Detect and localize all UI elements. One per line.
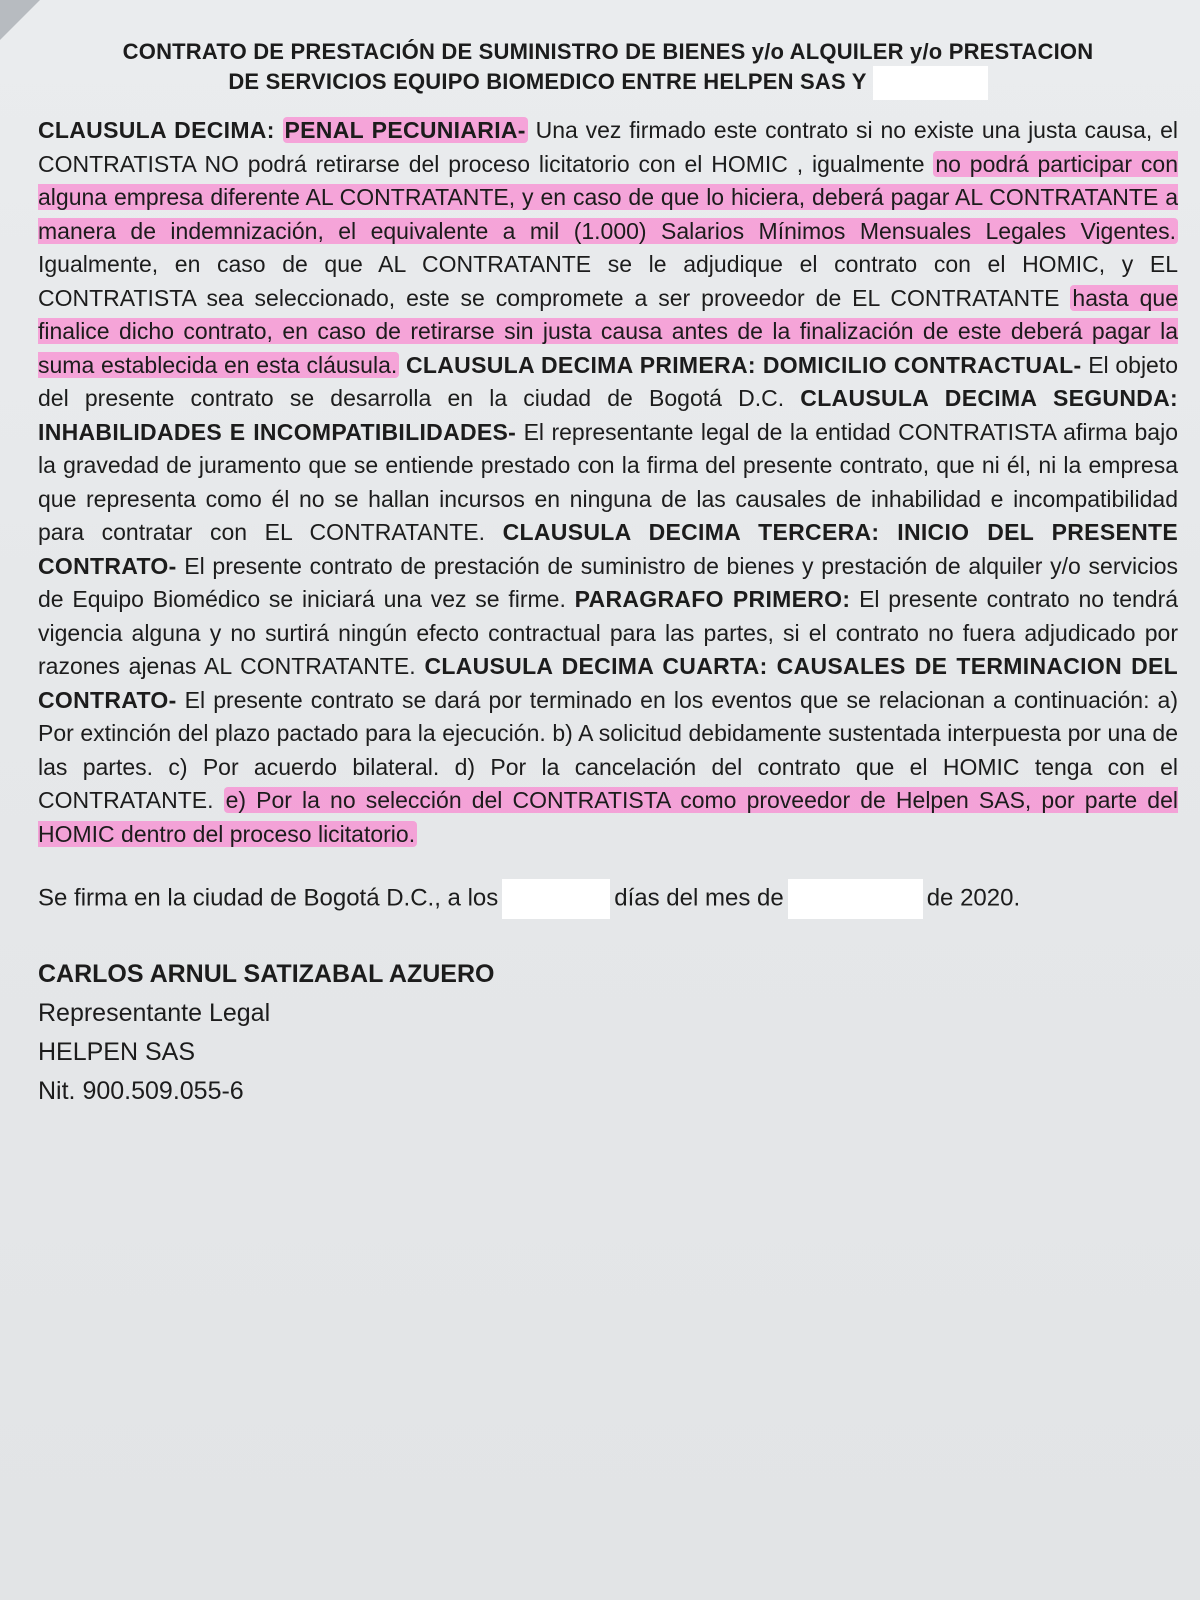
clause-11-heading: CLAUSULA DECIMA PRIMERA: DOMICILIO CONTRACTUAL- bbox=[405, 351, 1082, 378]
signer-company: HELPEN SAS bbox=[38, 1038, 196, 1066]
paragraph-1-text: El presente contrato no tendrá vigencia alguna y no surtirá ningún efecto contractual para las partes, si el contrato no fuera adjudicado por razones ajenas AL CONTRATANTE. bbox=[38, 586, 1179, 679]
signer-name: CARLOS ARNUL SATIZABAL AZUERO bbox=[38, 960, 495, 988]
redaction-box-month bbox=[788, 879, 923, 919]
signing-date-line bbox=[38, 879, 1178, 919]
title-line-1: CONTRATO DE PRESTACIÓN DE SUMINISTRO DE BIENES y/o ALQUILER y/o PRESTACION bbox=[122, 39, 1094, 64]
closing-text-2: días del mes de bbox=[614, 884, 784, 912]
signer-nit: Nit. 900.509.055-6 bbox=[38, 1077, 244, 1105]
clause-10-heading: CLAUSULA DECIMA: bbox=[38, 117, 275, 143]
clause-14-highlight: e) Por la no selección del CONTRATISTA como proveedor de Helpen SAS, por parte del HOMIC dentro del proceso licitatorio. bbox=[38, 787, 1178, 847]
clause-12-heading: CLAUSULA DECIMA SEGUNDA: INHABILIDADES E INCOMPATIBILIDADES- bbox=[38, 385, 1179, 445]
redaction-box-day bbox=[502, 879, 610, 919]
contract-clauses bbox=[38, 114, 1178, 851]
signer-role: Representante Legal bbox=[38, 999, 271, 1027]
paragraph-1-heading: PARAGRAFO PRIMERO: bbox=[574, 586, 851, 612]
title-line-2: DE SERVICIOS EQUIPO BIOMEDICO ENTRE HELPEN SAS Y bbox=[228, 68, 867, 94]
signature-block bbox=[38, 955, 1178, 1111]
clause-14-text: El presente contrato se dará por terminado en los eventos que se relacionan a continuación: a) Por extinción del plazo pactado para la ejecución. b) A solicitud debidamente sustentada interpuesta por una de las partes. c) Por acuerdo bilateral. d) Por la cancelación del contrato que el HOMIC tenga con el CONTRATANTE. bbox=[38, 686, 1178, 813]
clause-14-heading: CLAUSULA DECIMA CUARTA: CAUSALES DE TERMINACION DEL CONTRATO- bbox=[38, 653, 1179, 713]
clause-13-heading: CLAUSULA DECIMA TERCERA: INICIO DEL PRESENTE CONTRATO- bbox=[38, 519, 1178, 579]
contract-document bbox=[38, 38, 1178, 1111]
redaction-box-party bbox=[873, 66, 988, 100]
clause-12-text: El representante legal de la entidad CONTRATISTA afirma bajo la gravedad de juramento que se entiende prestado con la firma del presente contrato, que ni él, ni la empresa que representa como él no se hallan incursos en ninguna de las causales de inhabilidad e incompatibilidad para contratar con EL CONTRATANTE. bbox=[38, 418, 1179, 545]
clause-13-text: El presente contrato de prestación de suministro de bienes y prestación de alquiler y/o servicios de Equipo Biomédico se iniciará una vez se firme. bbox=[38, 552, 1179, 612]
document-title bbox=[38, 38, 1178, 100]
closing-text-3: de 2020. bbox=[926, 884, 1021, 912]
clause-11-text: El objeto del presente contrato se desarrolla en la ciudad de Bogotá D.C. bbox=[38, 351, 1179, 411]
clause-10-text-2: Igualmente, en caso de que AL CONTRATANTE se le adjudique el contrato con el HOMIC, y EL CONTRATISTA sea seleccionado, este se compromete a ser proveedor de EL CONTRATANTE bbox=[38, 251, 1178, 311]
clause-10-subheading-highlighted: PENAL PECUNIARIA- bbox=[284, 117, 526, 143]
page-corner-shadow bbox=[0, 0, 40, 40]
clause-10-highlight-1: no podrá participar con alguna empresa diferente AL CONTRATANTE, y en caso de que lo hiciera, deberá pagar AL CONTRATANTE a manera de indemnización, el equivalente a mil (1.000) Salarios Mínimos Mensuales Legales Vigentes. bbox=[38, 150, 1179, 244]
closing-text-1: Se firma en la ciudad de Bogotá D.C., a los bbox=[38, 884, 499, 912]
clause-10-highlight-2: hasta que finalice dicho contrato, en caso de retirarse sin justa causa antes de la finalización de este deberá pagar la suma establecida en esta cláusula. bbox=[38, 284, 1178, 378]
clause-10-text-1: Una vez firmado este contrato si no existe una justa causa, el CONTRATISTA NO podrá retirarse del proceso licitatorio con el HOMIC , igualmente bbox=[38, 117, 1178, 177]
